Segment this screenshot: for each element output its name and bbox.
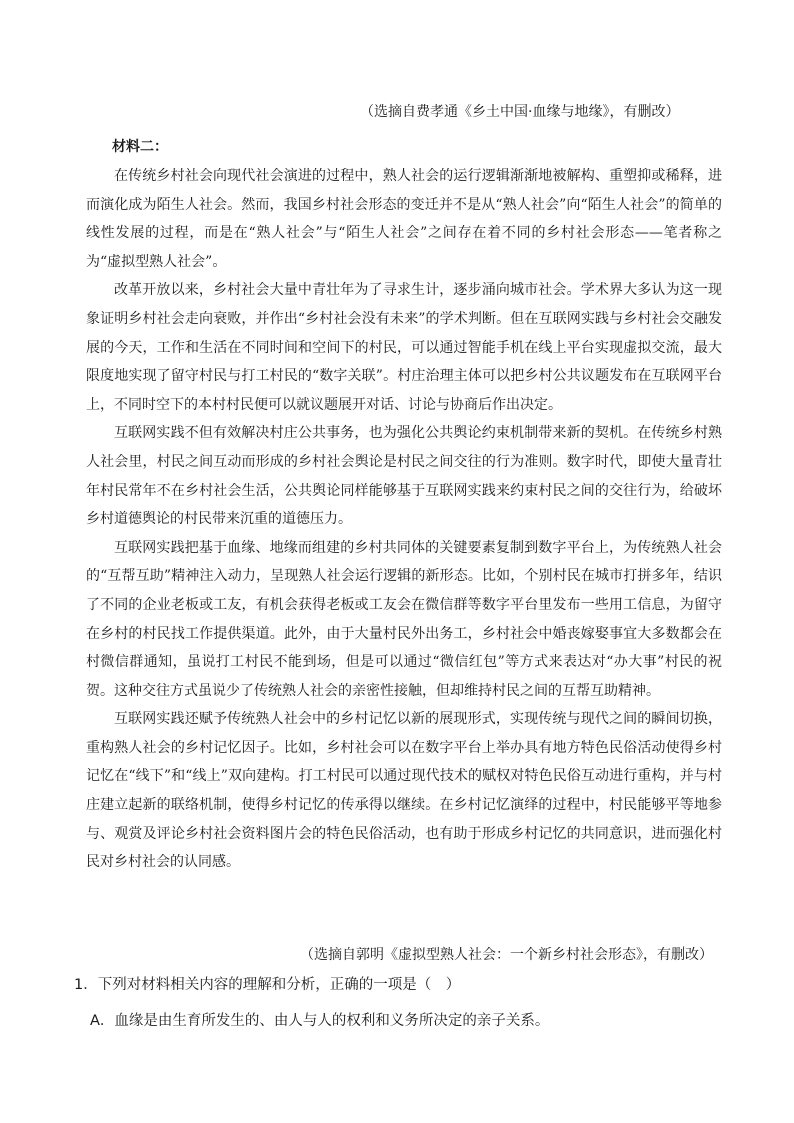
question-1-stem: 1．下列对材料相关内容的理解和分析，正确的一项是（ ） [74,977,461,993]
material2-body [86,162,722,877]
material1-source: （选摘自费孝通《乡土中国·血缘与地缘》，有删改） [360,104,680,120]
material2-paragraph: 互联网实践把基于血缘、地缘而组建的乡村共同体的关键要素复制到数字平台上，为传统熟人社会的“互帮互助”精神注入动力，呈现熟人社会运行逻辑的新形态。比如，个别村民在城市打拼多年，结识了不同的企业老板或工友，有机会获得老板或工友会在微信群等数字平台里发布一些用工信息，为留守在乡村的村民找工作提供渠道。此外，由于大量村民外出务工，乡村社会中婚丧嫁娶事宜大多数都会在村微信群通知，虽说打工村民不能到场，但是可以通过“微信红包”等方式来表达对“办大事”村民的祝贺。这种交往方式虽说少了传统熟人社会的亲密性接触，但却维持村民之间的互帮互助精神。 [86,539,722,699]
material2-paragraph: 改革开放以来，乡村社会大量中青壮年为了寻求生计，逐步涌向城市社会。学术界大多认为这一现象证明乡村社会走向衰败，并作出“乡村社会没有未来”的学术判断。但在互联网实践与乡村社会交融发展的今天，工作和生活在不同时间和空间下的村民，可以通过智能手机在线上平台实现虚拟交流，最大限度地实现了留守村民与打工村民的“数字关联”。村庄治理主体可以把乡村公共议题发布在互联网平台上，不同时空下的本村村民便可以就议题展开对话、讨论与协商后作出决定。 [86,282,722,413]
question-1-option-a: A．血缘是由生育所发生的、由人与人的权利和义务所决定的亲子关系。 [90,1013,550,1029]
material2-paragraph: 互联网实践不但有效解决村庄公共事务，也为强化公共舆论约束机制带来新的契机。在传统乡村熟人社会里，村民之间互动而形成的乡村社会舆论是村民之间交往的行为准则。数字时代，即使大量青壮年村民常年不在乡村社会生活，公共舆论同样能够基于互联网实践来约束村民之间的交往行为，给破坏乡村道德舆论的村民带来沉重的道德压力。 [86,425,722,528]
material2-paragraph: 互联网实践还赋予传统熟人社会中的乡村记忆以新的展现形式，实现传统与现代之间的瞬间切换，重构熟人社会的乡村记忆因子。比如，乡村社会可以在数字平台上举办具有地方特色民俗活动使得乡村记忆在“线下”和“线上”双向建构。打工村民可以通过现代技术的赋权对特色民俗互动进行重构，并与村庄建立起新的联络机制，使得乡村记忆的传承得以继续。在乡村记忆演绎的过程中，村民能够平等地参与、观赏及评论乡村社会资料图片会的特色民俗活动，也有助于形成乡村记忆的共同意识，进而强化村民对乡村社会的认同感。 [86,711,722,871]
material2-paragraph: 在传统乡村社会向现代社会演进的过程中，熟人社会的运行逻辑渐渐地被解构、重塑抑或稀释，进而演化成为陌生人社会。然而，我国乡村社会形态的变迁并不是从“熟人社会”向“陌生人社会”的简单的线性发展的过程，而是在“熟人社会”与“陌生人社会”之间存在着不同的乡村社会形态——笔者称之为“虚拟型熟人社会”。 [86,168,722,270]
material2-source: （选摘自郭明《虚拟型熟人社会：一个新乡村社会形态》，有删改） [300,947,713,963]
material2-heading: 材料二： [112,139,168,155]
